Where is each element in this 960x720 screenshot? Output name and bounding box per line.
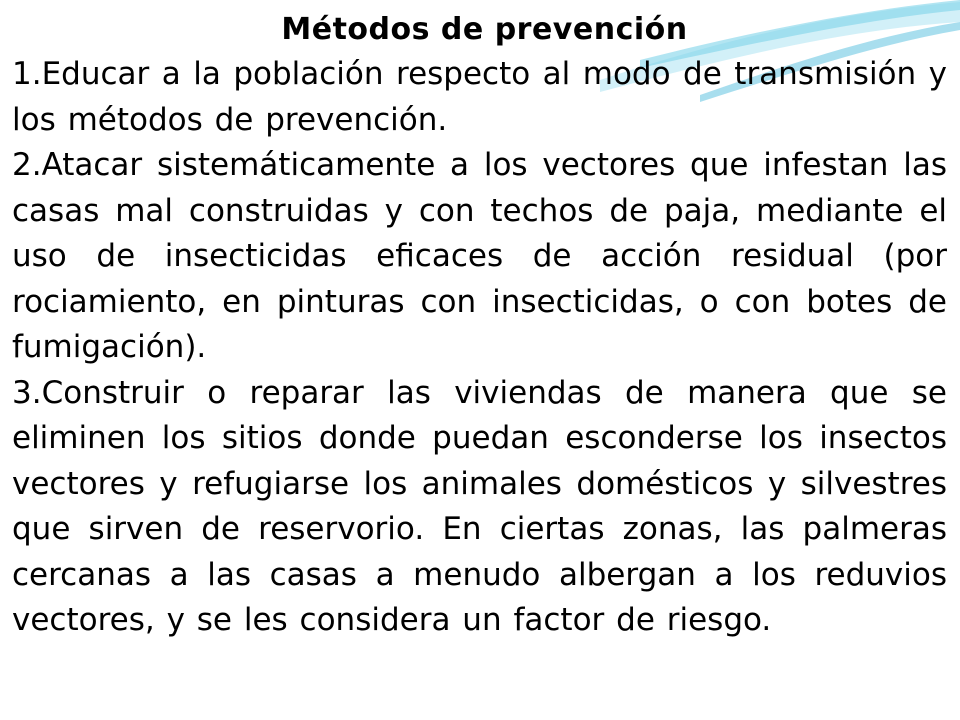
prevention-item-3: 3.Construir o reparar las viviendas de manera que se eliminen los sitios donde puedan esconderse los insectos vectores y refugiarse los animales domésticos y silvestres que sirven de reservorio. En ciertas zonas, las palmeras cercanas a las casas a menudo albergan a los reduvios vectores, y se les considera un factor de riesgo.: [12, 374, 947, 638]
prevention-item-1: 1.Educar a la población respecto al modo de transmisión y los métodos de prevención.: [12, 56, 947, 138]
slide-title: Métodos de prevención: [281, 12, 688, 47]
slide-content: [12, 8, 947, 644]
prevention-item-2: 2.Atacar sistemáticamente a los vectores que infestan las casas mal construidas y con techos de paja, mediante el uso de insecticidas eficaces de acción residual (por rociamiento, en pinturas con insecticidas, o con botes de fumigación).: [12, 147, 947, 365]
